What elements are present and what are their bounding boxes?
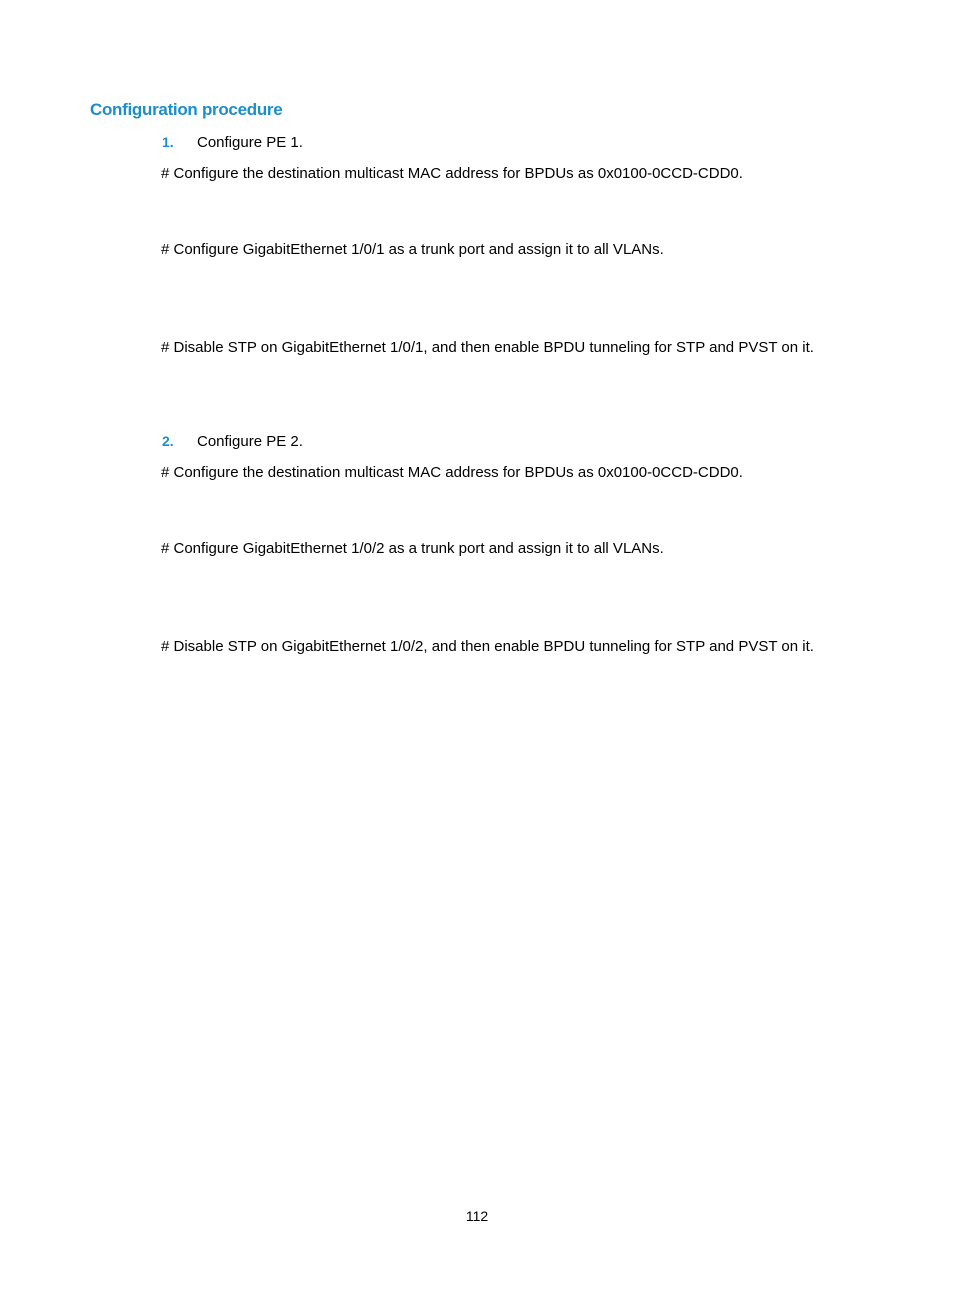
step-number: 1. xyxy=(162,134,174,150)
comment-line: # Disable STP on GigabitEthernet 1/0/2, and then enable BPDU tunneling for STP and PVST on it. xyxy=(161,638,814,655)
comment-line: # Configure the destination multicast MAC address for BPDUs as 0x0100-0CCD-CDD0. xyxy=(161,165,743,182)
step-label: Configure PE 2. xyxy=(197,433,303,450)
step-2 xyxy=(162,433,303,450)
page-number: 112 xyxy=(465,1208,489,1224)
comment-line: # Configure GigabitEthernet 1/0/2 as a trunk port and assign it to all VLANs. xyxy=(161,540,664,557)
step-1 xyxy=(162,134,303,151)
step-label: Configure PE 1. xyxy=(197,134,303,151)
comment-line: # Configure GigabitEthernet 1/0/1 as a trunk port and assign it to all VLANs. xyxy=(161,241,664,258)
comment-line: # Configure the destination multicast MAC address for BPDUs as 0x0100-0CCD-CDD0. xyxy=(161,464,743,481)
comment-line: # Disable STP on GigabitEthernet 1/0/1, and then enable BPDU tunneling for STP and PVST on it. xyxy=(161,339,814,356)
section-heading: Configuration procedure xyxy=(90,100,283,119)
step-number: 2. xyxy=(162,433,174,449)
